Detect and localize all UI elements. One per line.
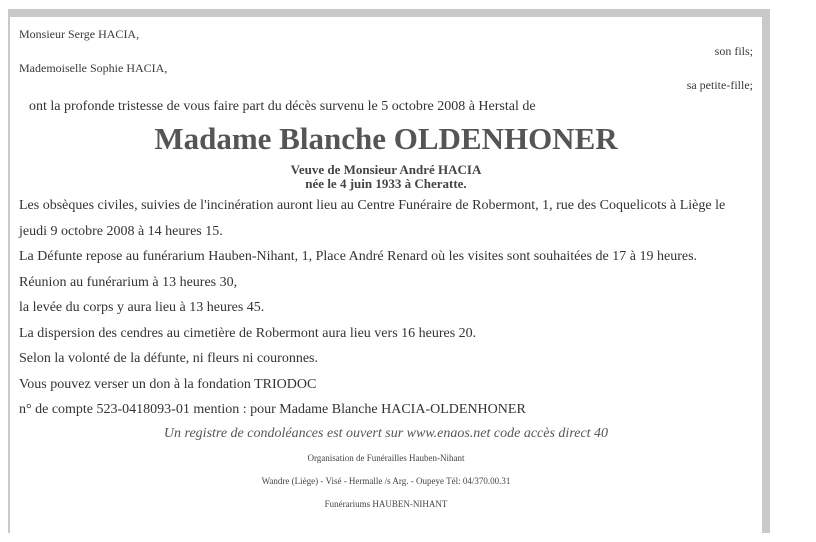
footer-organisation: Organisation de Funérailles Hauben-Nihant [307, 452, 465, 463]
funeral-detail-2: jeudi 9 octobre 2008 à 14 heures 15. [19, 223, 223, 239]
family-relation-2: sa petite-fille; [686, 78, 753, 92]
announcement-intro: ont la profonde tristesse de vous faire part du décès survenu le 5 octobre 2008 à Herstal de [29, 99, 536, 114]
funeral-detail-4: Réunion au funérarium à 13 heures 30, [19, 274, 238, 290]
family-relation-1: son fils; [714, 44, 753, 58]
birth-info: née le 4 juin 1933 à Cheratte. [305, 176, 467, 191]
funeral-detail-1: Les obsèques civiles, suivies de l'incinération auront lieu au Centre Funéraire de Robermont, 1, rue des Coquelicots à Liège le [19, 198, 726, 213]
family-member-2: Mademoiselle Sophie HACIA, [19, 61, 168, 75]
deceased-name: Madame Blanche OLDENHONER [154, 121, 618, 156]
family-member-1: Monsieur Serge HACIA, [19, 27, 140, 41]
footer-funerariums: Funérariums HAUBEN-NIHANT [324, 498, 448, 509]
funeral-detail-6: La dispersion des cendres au cimetière de Robermont aura lieu vers 16 heures 20. [19, 325, 477, 341]
widow-of: Veuve de Monsieur André HACIA [290, 162, 482, 177]
death-notice [10, 17, 762, 533]
condolence-registry: Un registre de condoléances est ouvert sur www.enaos.net code accès direct 40 [163, 425, 609, 441]
footer-address: Wandre (Liège) - Visé - Hermalle /s Arg. - Oupeye Tél: 04/370.00.31 [261, 475, 511, 486]
funeral-detail-8: Vous pouvez verser un don à la fondation TRIODOC [19, 376, 317, 392]
funeral-detail-9: n° de compte 523-0418093-01 mention : pour Madame Blanche HACIA-OLDENHONER [19, 402, 526, 417]
funeral-detail-5: la levée du corps y aura lieu à 13 heures 45. [19, 300, 265, 315]
funeral-detail-7: Selon la volonté de la défunte, ni fleurs ni couronnes. [19, 351, 318, 366]
funeral-detail-3: La Défunte repose au funérarium Hauben-Nihant, 1, Place André Renard où les visites sont souhaitées de 17 à 19 heures. [19, 249, 698, 264]
